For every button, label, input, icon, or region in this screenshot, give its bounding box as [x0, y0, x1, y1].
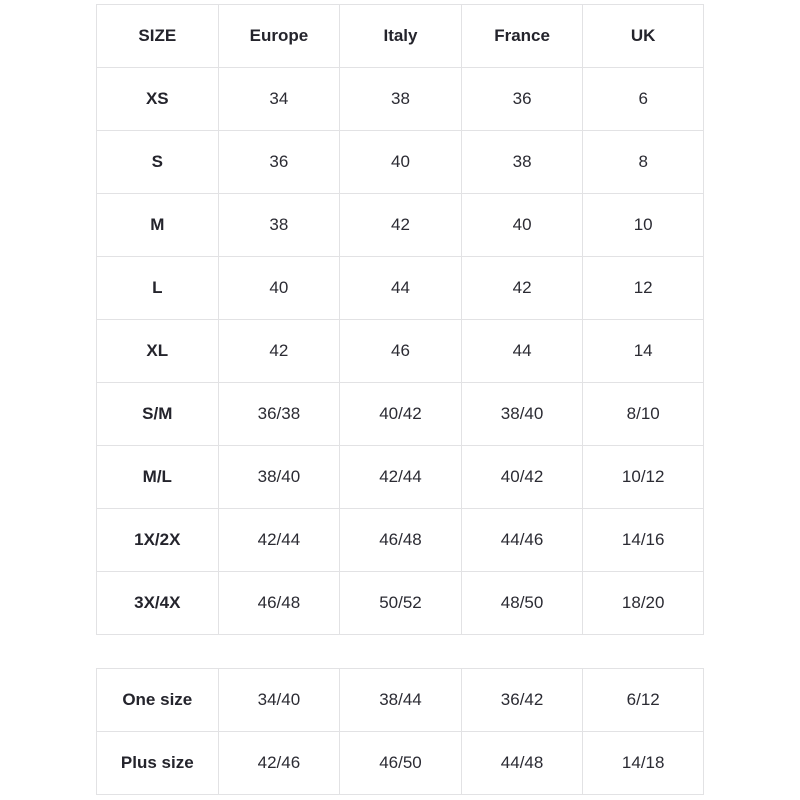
cell-uk: 8/10 [583, 383, 704, 446]
row-label: XS [97, 68, 219, 131]
cell-france: 40/42 [461, 446, 583, 509]
column-header-uk: UK [583, 5, 704, 68]
cell-europe: 42/46 [218, 732, 340, 795]
table-body [97, 68, 704, 635]
cell-europe: 36 [218, 131, 340, 194]
table-row [97, 446, 704, 509]
cell-france: 38/40 [461, 383, 583, 446]
cell-italy: 42 [340, 194, 462, 257]
cell-uk: 14/16 [583, 509, 704, 572]
main-size-table [96, 4, 704, 635]
table-row [97, 509, 704, 572]
table-row [97, 194, 704, 257]
cell-uk: 8 [583, 131, 704, 194]
cell-europe: 34 [218, 68, 340, 131]
cell-europe: 38/40 [218, 446, 340, 509]
cell-italy: 50/52 [340, 572, 462, 635]
cell-uk: 14/18 [583, 732, 704, 795]
cell-europe: 40 [218, 257, 340, 320]
cell-italy: 38/44 [340, 669, 462, 732]
table-header-row [97, 5, 704, 68]
row-label: S [97, 131, 219, 194]
cell-europe: 34/40 [218, 669, 340, 732]
cell-italy: 42/44 [340, 446, 462, 509]
cell-italy: 40/42 [340, 383, 462, 446]
cell-france: 36 [461, 68, 583, 131]
table-row [97, 669, 704, 732]
row-label: 1X/2X [97, 509, 219, 572]
cell-italy: 40 [340, 131, 462, 194]
table-row [97, 257, 704, 320]
table-row [97, 320, 704, 383]
cell-italy: 38 [340, 68, 462, 131]
row-label: One size [97, 669, 219, 732]
cell-france: 44/48 [461, 732, 583, 795]
row-label: Plus size [97, 732, 219, 795]
cell-uk: 12 [583, 257, 704, 320]
column-header-size: SIZE [97, 5, 219, 68]
row-label: L [97, 257, 219, 320]
cell-uk: 6/12 [583, 669, 704, 732]
cell-italy: 44 [340, 257, 462, 320]
cell-uk: 14 [583, 320, 704, 383]
table-row [97, 131, 704, 194]
main-size-table-container [96, 4, 704, 635]
column-header-france: France [461, 5, 583, 68]
cell-europe: 38 [218, 194, 340, 257]
cell-uk: 10/12 [583, 446, 704, 509]
cell-france: 38 [461, 131, 583, 194]
secondary-size-table [96, 668, 704, 795]
cell-italy: 46 [340, 320, 462, 383]
cell-europe: 36/38 [218, 383, 340, 446]
cell-italy: 46/48 [340, 509, 462, 572]
row-label: S/M [97, 383, 219, 446]
cell-europe: 46/48 [218, 572, 340, 635]
cell-uk: 6 [583, 68, 704, 131]
table-header [97, 5, 704, 68]
cell-france: 36/42 [461, 669, 583, 732]
cell-europe: 42 [218, 320, 340, 383]
row-label: 3X/4X [97, 572, 219, 635]
row-label: XL [97, 320, 219, 383]
cell-italy: 46/50 [340, 732, 462, 795]
secondary-size-table-container [96, 668, 704, 795]
column-header-europe: Europe [218, 5, 340, 68]
table-row [97, 572, 704, 635]
cell-france: 44 [461, 320, 583, 383]
cell-uk: 18/20 [583, 572, 704, 635]
cell-uk: 10 [583, 194, 704, 257]
cell-france: 42 [461, 257, 583, 320]
cell-europe: 42/44 [218, 509, 340, 572]
table-row [97, 383, 704, 446]
row-label: M/L [97, 446, 219, 509]
cell-france: 48/50 [461, 572, 583, 635]
table-row [97, 732, 704, 795]
row-label: M [97, 194, 219, 257]
column-header-italy: Italy [340, 5, 462, 68]
cell-france: 44/46 [461, 509, 583, 572]
table-row [97, 68, 704, 131]
table-body [97, 669, 704, 795]
cell-france: 40 [461, 194, 583, 257]
